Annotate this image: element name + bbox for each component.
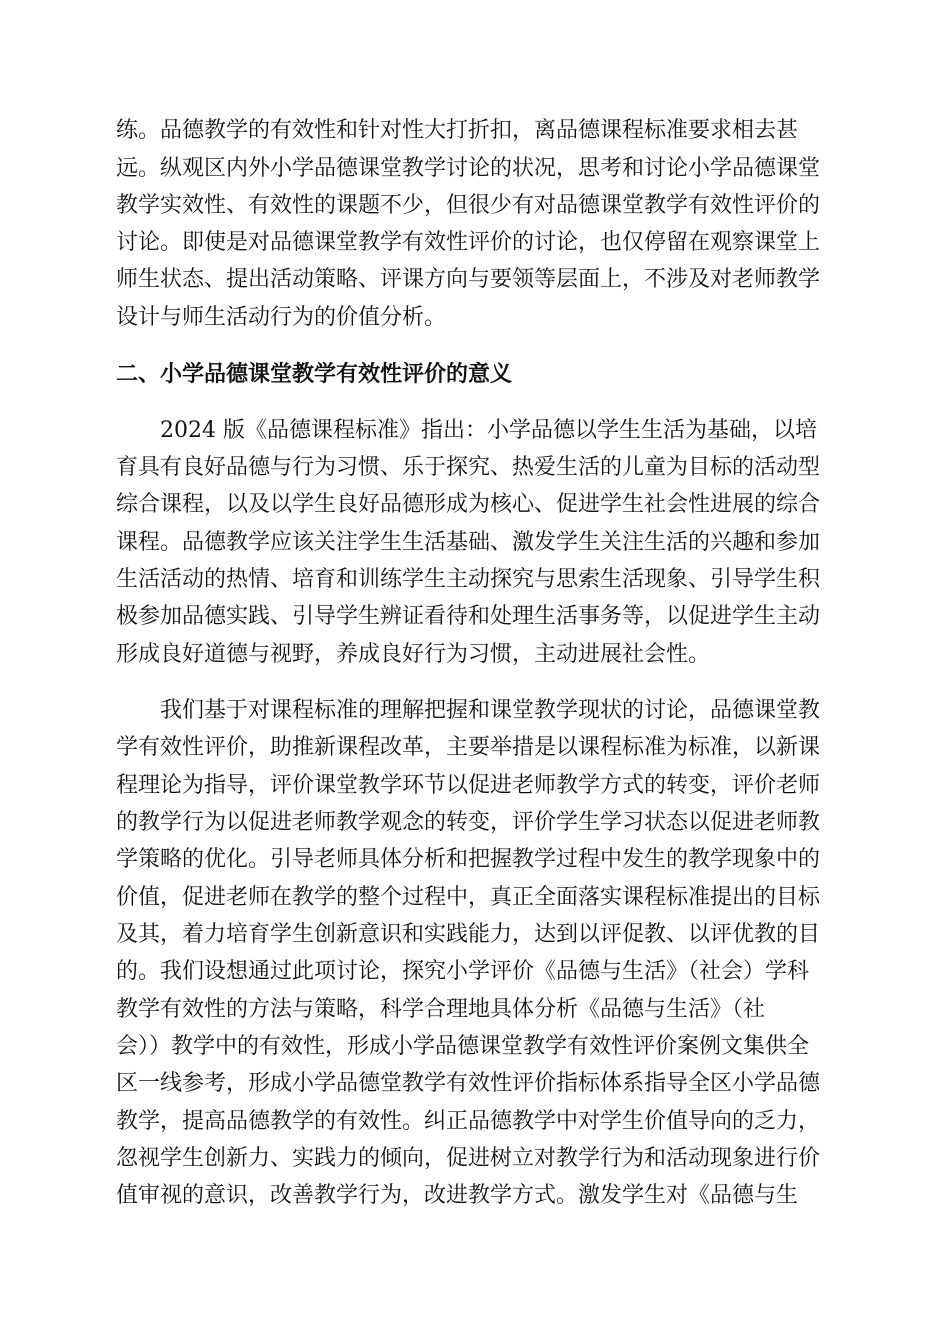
paragraph-line: 设计与师生活动行为的价值分析。 [116,305,447,330]
paragraph-line: 会））教学中的有效性，形成小学品德课堂教学有效性评价案例文集供全 [116,1034,810,1059]
paragraph-line: 值审视的意识，改善教学行为，改进教学方式。激发学生对《品德与生 [116,1183,799,1208]
paragraph-line: 教学实效性、有效性的课题不少，但很少有对品德课堂教学有效性评价的 [116,193,821,218]
paragraph-line: 育具有良好品德与行为习惯、乐于探究、热爱生活的儿童为目标的活动型 [116,455,821,480]
paragraph-line: 教学，提高品德教学的有效性。纠正品德教学中对学生价值导向的乏力， [116,1109,821,1134]
paragraph-line: 极参加品德实践、引导学生辨证看待和处理生活事务等，以促进学生主动 [116,604,821,629]
paragraph-line: 程理论为指导，评价课堂教学环节以促进老师教学方式的转变，评价老师 [116,773,821,798]
paragraph-line: 2024 版《品德课程标准》指出：小学品德以学生生活为基础，以培 [160,418,817,443]
paragraph-line: 综合课程，以及以学生良好品德形成为核心、促进学生社会性进展的综合 [116,492,821,517]
paragraph-line: 学有效性评价，助推新课程改革，主要举措是以课程标准为标准，以新课 [116,735,821,760]
paragraph-line: 学策略的优化。引导老师具体分析和把握教学过程中发生的教学现象中的 [116,847,821,872]
paragraph-line: 课程。品德教学应该关注学生生活基础、激发学生关注生活的兴趣和参加 [116,530,821,555]
paragraph-line: 师生状态、提出活动策略、评课方向与要领等层面上，不涉及对老师教学 [116,267,821,292]
paragraph-line: 价值，促进老师在教学的整个过程中，真正全面落实课程标准提出的目标 [116,885,821,910]
paragraph-line: 生活活动的热情、培育和训练学生主动探究与思索生活现象、引导学生积 [116,567,821,592]
paragraph-line: 的教学行为以促进老师教学观念的转变，评价学生学习状态以促进老师教 [116,810,821,835]
paragraph-line: 我们基于对课程标准的理解把握和课堂教学现状的讨论，品德课堂教 [160,698,821,723]
paragraph-line: 形成良好道德与视野，养成良好行为习惯，主动进展社会性。 [116,642,711,667]
paragraph-line: 教学有效性的方法与策略，科学合理地具体分析《品德与生活》（社 [116,997,766,1022]
paragraph-line: 区一线参考，形成小学品德堂教学有效性评价指标体系指导全区小学品德 [116,1071,821,1096]
paragraph-line: 讨论。即使是对品德课堂教学有效性评价的讨论，也仅停留在观察课堂上 [116,230,821,255]
paragraph-line: 及其，着力培育学生创新意识和实践能力，达到以评促教、以评优教的目 [116,922,821,947]
paragraph-line: 忽视学生创新力、实践力的倾向，促进树立对教学行为和活动现象进行价 [116,1146,821,1171]
section-heading: 二、小学品德课堂教学有效性评价的意义 [116,362,513,387]
paragraph-line: 练。品德教学的有效性和针对性大打折扣，离品德课程标准要求相去甚 [116,118,799,143]
paragraph-line: 的。我们设想通过此项讨论，探究小学评价《品德与生活》（社会）学科 [116,959,810,984]
paragraph-line: 远。纵观区内外小学品德课堂教学讨论的状况，思考和讨论小学品德课堂 [116,156,821,181]
